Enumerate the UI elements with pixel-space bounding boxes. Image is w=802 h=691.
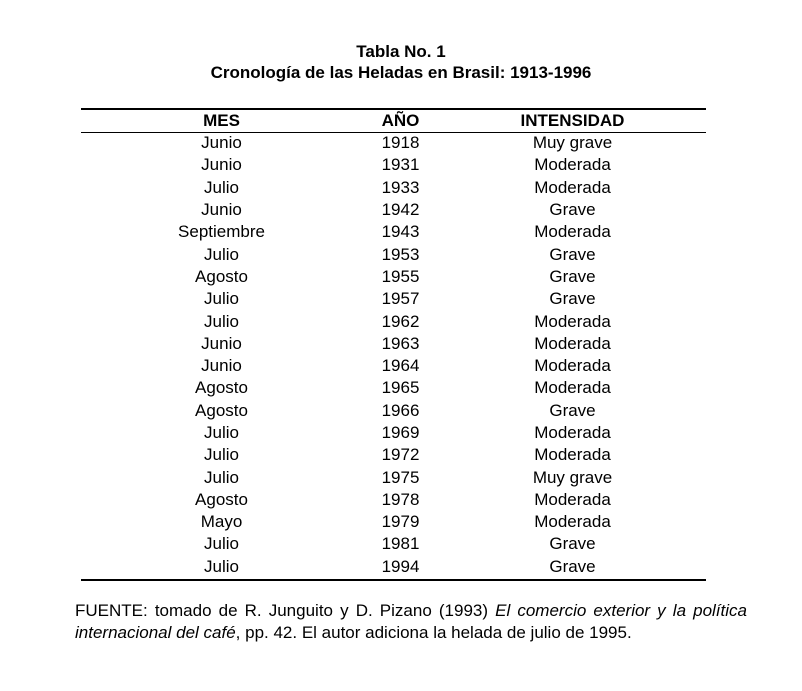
table-row (81, 154, 706, 176)
cell-month: Julio (204, 467, 239, 487)
table-row (81, 177, 706, 199)
source-note (75, 600, 747, 644)
table-row (81, 422, 706, 444)
cell-month: Junio (201, 356, 242, 376)
cell-intensity: Grave (549, 534, 596, 554)
cell-intensity: Grave (549, 244, 596, 264)
source-prefix: FUENTE: tomado de R. Junguito y D. Pizano (1993) (75, 601, 496, 620)
table-row (81, 466, 706, 488)
column-header-year: AÑO (381, 111, 420, 130)
cell-month: Agosto (195, 489, 248, 509)
cell-month: Junio (201, 133, 242, 153)
frost-chronology-table (81, 109, 706, 578)
cell-month: Mayo (200, 512, 243, 532)
cell-year: 1931 (381, 155, 420, 175)
cell-year: 1981 (381, 534, 420, 554)
cell-year: 1978 (381, 489, 420, 509)
cell-intensity: Moderada (534, 489, 611, 509)
table-bottom-rule (81, 579, 706, 581)
cell-intensity: Moderada (534, 423, 611, 442)
cell-intensity: Moderada (534, 177, 611, 197)
cell-month: Julio (204, 556, 239, 576)
cell-intensity: Grave (549, 266, 596, 286)
source-suffix: , pp. 42. El autor adiciona la helada de julio de 1995. (235, 623, 632, 642)
cell-month: Junio (201, 333, 242, 353)
cell-year: 1953 (381, 244, 420, 264)
cell-year: 1933 (381, 177, 420, 197)
cell-year: 1963 (381, 333, 420, 353)
cell-year: 1979 (381, 512, 420, 532)
cell-month: Julio (204, 177, 239, 197)
cell-year: 1972 (381, 445, 420, 465)
cell-month: Agosto (195, 378, 248, 398)
cell-intensity: Moderada (534, 512, 611, 532)
table-title: Tabla No. 1 (356, 42, 446, 61)
cell-intensity: Moderada (534, 378, 611, 398)
table-row (81, 377, 706, 399)
table-row (81, 266, 706, 288)
cell-month: Junio (201, 200, 242, 220)
table-row (81, 400, 706, 422)
cell-year: 1942 (381, 200, 420, 220)
cell-intensity: Grave (549, 556, 596, 576)
cell-year: 1975 (381, 467, 420, 487)
table-row (81, 310, 706, 332)
cell-intensity: Moderada (534, 356, 611, 376)
table-row (81, 489, 706, 511)
cell-month: Agosto (195, 266, 248, 286)
table-row (81, 556, 706, 578)
table-header-row (81, 109, 706, 132)
table-row (81, 533, 706, 555)
cell-month: Julio (204, 244, 239, 264)
cell-month: Septiembre (178, 222, 265, 242)
cell-intensity: Moderada (534, 445, 611, 465)
cell-intensity: Moderada (534, 155, 611, 175)
cell-intensity: Grave (549, 200, 596, 220)
cell-month: Julio (204, 311, 239, 331)
cell-intensity: Muy grave (532, 467, 613, 487)
table-row (81, 199, 706, 221)
table-row (81, 333, 706, 355)
table-subtitle: Cronología de las Heladas en Brasil: 1913-1996 (210, 63, 592, 82)
cell-year: 1965 (381, 378, 420, 398)
column-header-intensity: INTENSIDAD (520, 111, 625, 130)
cell-year: 1964 (381, 356, 420, 376)
table-row (81, 511, 706, 533)
cell-year: 1957 (381, 289, 420, 309)
table-row (81, 444, 706, 466)
table-row (81, 132, 706, 154)
cell-intensity: Moderada (534, 311, 611, 331)
cell-intensity: Moderada (534, 333, 611, 353)
cell-month: Julio (204, 445, 239, 465)
table-row (81, 221, 706, 243)
cell-year: 1966 (381, 400, 420, 420)
source-book-title: El comercio exterior y la política internacional del café (75, 601, 747, 642)
cell-year: 1969 (381, 423, 420, 442)
cell-year: 1962 (381, 311, 420, 331)
cell-year: 1994 (381, 556, 420, 576)
cell-intensity: Muy grave (532, 133, 613, 153)
cell-month: Julio (204, 289, 239, 309)
cell-year: 1918 (381, 133, 420, 153)
cell-month: Julio (204, 534, 239, 554)
column-header-month: MES (203, 111, 240, 130)
cell-year: 1943 (381, 222, 420, 242)
cell-intensity: Moderada (534, 222, 611, 242)
cell-intensity: Grave (549, 400, 596, 420)
table-row (81, 355, 706, 377)
table-row (81, 288, 706, 310)
cell-intensity: Grave (549, 289, 596, 309)
cell-month: Agosto (195, 400, 248, 420)
table-row (81, 243, 706, 265)
cell-month: Julio (204, 423, 239, 442)
cell-month: Junio (201, 155, 242, 175)
cell-year: 1955 (381, 266, 420, 286)
